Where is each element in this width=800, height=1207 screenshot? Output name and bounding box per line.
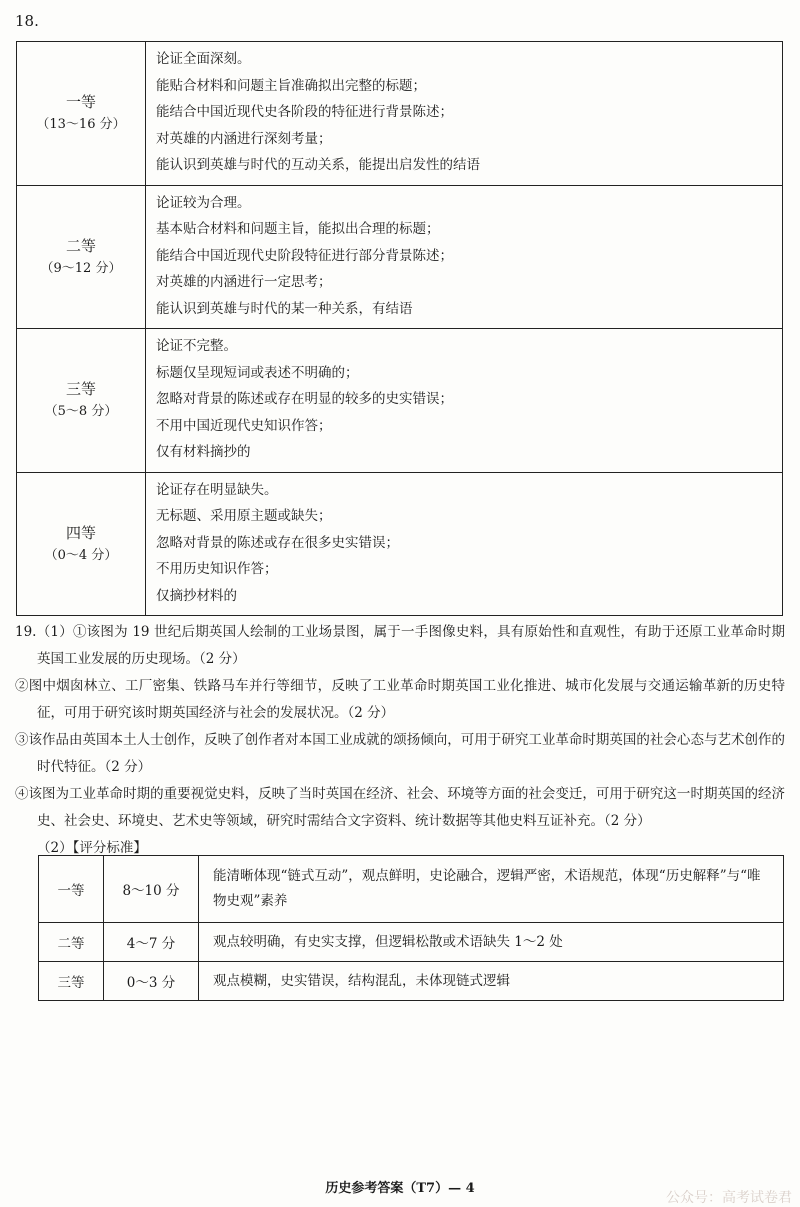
criteria-line: 无标题、采用原主题或缺失； bbox=[156, 508, 332, 524]
table-row bbox=[39, 923, 784, 962]
criteria-line: 能结合中国近现代史阶段特征进行部分背景陈述； bbox=[156, 247, 453, 264]
grade-name: 二等 bbox=[65, 236, 96, 255]
table-row bbox=[39, 962, 784, 1001]
criteria-cell bbox=[146, 329, 783, 473]
q19-scoring-table bbox=[38, 855, 784, 1001]
grade-score-range: （5～8 分） bbox=[44, 404, 118, 420]
grade-cell: 三等 bbox=[39, 962, 104, 1001]
grade-cell bbox=[17, 185, 146, 329]
criteria-line: 不用中国近现代史知识作答； bbox=[156, 417, 332, 434]
criteria-line: 仅摘抄材料的 bbox=[156, 587, 237, 604]
criteria-line: 不用历史知识作答； bbox=[156, 561, 278, 577]
score-cell: 0～3 分 bbox=[104, 962, 199, 1001]
table-row bbox=[17, 185, 783, 329]
grade-cell: 二等 bbox=[39, 923, 104, 962]
criteria-line: 基本贴合材料和问题主旨，能拟出合理的标题； bbox=[156, 221, 440, 237]
score-cell: 8～10 分 bbox=[104, 856, 199, 923]
answer-paragraph-3: ③该作品由英国本土人士创作，反映了创作者对本国工业成就的颂扬倾向，可用于研究工业革命时期英国的社会心态与艺术创作的时代特征。（2 分） bbox=[15, 732, 785, 775]
q18-grading-table bbox=[16, 41, 783, 616]
criteria-line: 忽略对背景的陈述或存在很多史实错误； bbox=[156, 534, 399, 551]
grade-name: 三等 bbox=[65, 380, 96, 399]
criteria-line: 论证存在明显缺失。 bbox=[156, 481, 278, 498]
grade-cell: 一等 bbox=[39, 856, 104, 923]
grade-cell bbox=[17, 329, 146, 473]
table-row bbox=[39, 856, 784, 923]
criteria-cell bbox=[146, 472, 783, 616]
criteria-line: 忽略对背景的陈述或存在明显的较多的史实错误； bbox=[156, 391, 453, 407]
criteria-line: 仅有材料摘抄的 bbox=[156, 444, 251, 460]
answer-paragraph-4: ④该图为工业革命时期的重要视觉史料，反映了当时英国在经济、社会、环境等方面的社会变迁，可用于研究这一时期英国的经济史、社会史、环境史、艺术史等领域，研究时需结合文字资料、统计数据等其他史料互证补充。（2 分） bbox=[15, 786, 785, 829]
grade-score-range: （9～12 分） bbox=[40, 260, 122, 276]
answer-paragraph-2: ②图中烟囱林立、工厂密集、铁路马车并行等细节，反映了工业革命时期英国工业化推进、城市化发展与交通运输革新的历史特征，可用于研究该时期英国经济与社会的发展状况。（2 分） bbox=[15, 678, 785, 721]
scoring-standard-heading: （2）【评分标准】 bbox=[37, 840, 147, 856]
criteria-line: 论证不完整。 bbox=[156, 338, 237, 354]
criteria-cell bbox=[146, 185, 783, 329]
score-cell: 4～7 分 bbox=[104, 923, 199, 962]
grade-name: 四等 bbox=[65, 523, 96, 542]
page-footer: 历史参考答案（T7）— 4 bbox=[325, 1181, 475, 1196]
criteria-cell: 观点模糊，史实错误，结构混乱，未体现链式逻辑 bbox=[199, 962, 784, 1001]
criteria-cell bbox=[146, 42, 783, 186]
criteria-line: 论证较为合理。 bbox=[156, 194, 251, 211]
grade-name: 一等 bbox=[65, 93, 96, 112]
grade-score-range: （0～4 分） bbox=[44, 547, 118, 563]
question-18-number: 18. bbox=[15, 12, 39, 30]
answer-paragraph-1: 19.（1）①该图为 19 世纪后期英国人绘制的工业场景图，属于一手图像史料，具有原始性和直观性，有助于还原工业革命时期英国工业发展的历史现场。（2 分） bbox=[15, 624, 785, 667]
criteria-cell: 能清晰体现“链式互动”，观点鲜明，史论融合，逻辑严密，术语规范，体现“历史解释”与“唯物史观”素养 bbox=[199, 856, 784, 923]
table-row bbox=[17, 472, 783, 616]
question-19-answer bbox=[15, 619, 785, 861]
criteria-line: 对英雄的内涵进行深刻考量； bbox=[156, 130, 332, 147]
grade-cell bbox=[17, 472, 146, 616]
grade-score-range: （13～16 分） bbox=[36, 117, 126, 133]
table-row bbox=[17, 329, 783, 473]
criteria-line: 标题仅呈现短词或表述不明确的； bbox=[156, 364, 359, 381]
criteria-line: 能贴合材料和问题主旨准确拟出完整的标题； bbox=[156, 77, 426, 94]
criteria-line: 能结合中国近现代史各阶段的特征进行背景陈述； bbox=[156, 104, 453, 120]
table-row bbox=[17, 42, 783, 186]
watermark-text: 公众号：高考试卷君 bbox=[666, 1190, 792, 1206]
criteria-line: 能认识到英雄与时代的互动关系，能提出启发性的结语 bbox=[156, 157, 480, 173]
criteria-cell: 观点较明确，有史实支撑，但逻辑松散或术语缺失 1～2 处 bbox=[199, 923, 784, 962]
criteria-line: 论证全面深刻。 bbox=[156, 51, 251, 67]
criteria-line: 能认识到英雄与时代的某一种关系，有结语 bbox=[156, 300, 413, 317]
criteria-line: 对英雄的内涵进行一定思考； bbox=[156, 274, 332, 290]
grade-cell bbox=[17, 42, 146, 186]
